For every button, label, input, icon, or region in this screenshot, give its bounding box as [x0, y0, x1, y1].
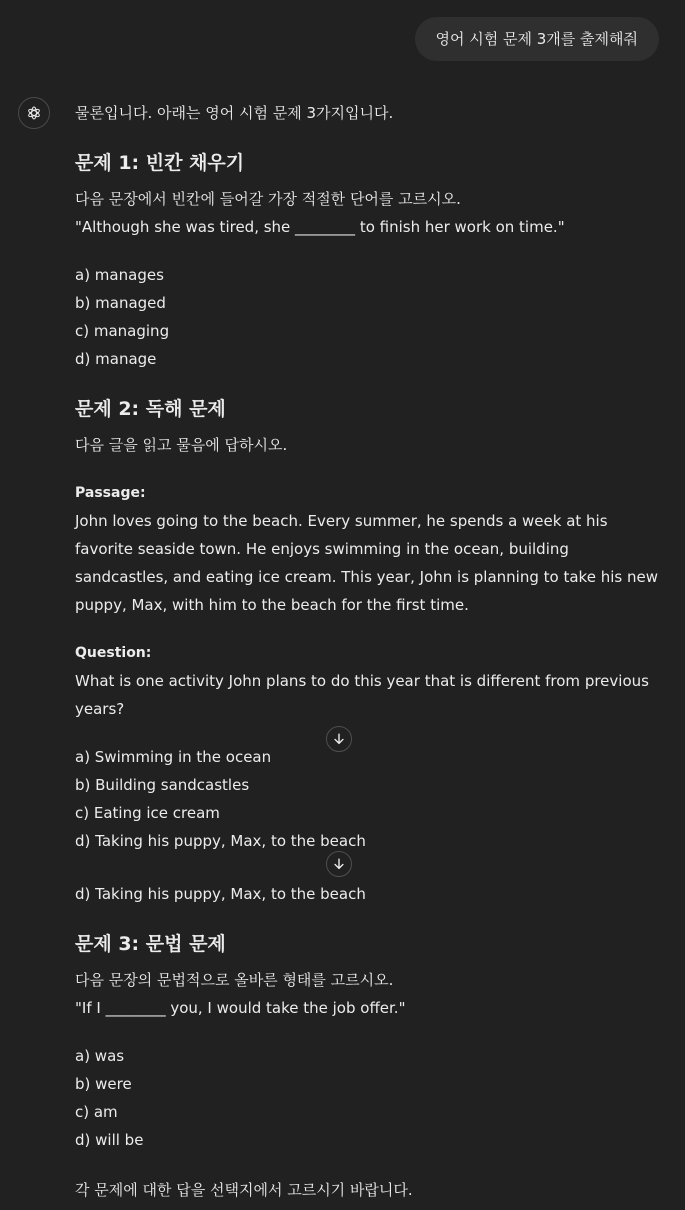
question-1-sentence: "Although she was tired, she ________ to finish her work on time."	[75, 218, 565, 236]
question-2-instruction: 다음 글을 읽고 물음에 답하시오.	[75, 436, 288, 454]
intro-text: 물론입니다. 아래는 영어 시험 문제 3가지입니다.	[75, 104, 394, 122]
closing-text: 각 문제에 대한 답을 선택지에서 고르시기 바랍니다.	[75, 1181, 413, 1199]
question-1-options	[75, 261, 660, 373]
question-3-title: 문제 3: 문법 문제	[75, 933, 226, 955]
passage-text: John loves going to the beach. Every summer, he spends a week at his favorite seaside town. He enjoys swimming in the ocean, building sandcastles, and eating ice cream. This year, John is planning to take his new puppy, Max, with him to the beach for the first time.	[75, 512, 658, 614]
option-item: d) manage	[75, 350, 157, 368]
passage-label: Passage:	[75, 485, 146, 501]
question-3-instruction: 다음 문장의 문법적으로 올바른 형태를 고르시오.	[75, 971, 394, 989]
user-message-bubble: 영어 시험 문제 3개를 출제해줘	[415, 17, 660, 61]
question-3-options	[75, 1042, 660, 1154]
question-2-text: What is one activity John plans to do this year that is different from previous years?	[75, 672, 649, 718]
option-item: a) manages	[75, 266, 164, 284]
question-2-options	[75, 743, 660, 855]
scroll-down-button[interactable]	[326, 726, 352, 752]
option-item: d) Taking his puppy, Max, to the beach	[75, 832, 366, 850]
option-item: a) was	[75, 1047, 125, 1065]
scroll-down-button[interactable]	[326, 851, 352, 877]
option-item: c) am	[75, 1103, 118, 1121]
assistant-avatar	[18, 97, 50, 129]
option-item: b) were	[75, 1075, 132, 1093]
question-2-answer: d) Taking his puppy, Max, to the beach	[75, 885, 366, 903]
question-1-instruction: 다음 문장에서 빈칸에 들어갈 가장 적절한 단어를 고르시오.	[75, 190, 461, 208]
option-item: b) Building sandcastles	[75, 776, 250, 794]
openai-logo-icon	[25, 104, 43, 122]
option-item: a) Swimming in the ocean	[75, 748, 272, 766]
assistant-message	[75, 99, 660, 1204]
arrow-down-icon	[332, 857, 346, 871]
question-1-title: 문제 1: 빈칸 채우기	[75, 152, 245, 174]
option-item: c) managing	[75, 322, 170, 340]
arrow-down-icon	[332, 732, 346, 746]
option-item: d) will be	[75, 1131, 144, 1149]
option-item: c) Eating ice cream	[75, 804, 220, 822]
question-3-sentence: "If I ________ you, I would take the job offer."	[75, 999, 406, 1017]
option-item: b) managed	[75, 294, 166, 312]
question-2-title: 문제 2: 독해 문제	[75, 398, 226, 420]
question-label: Question:	[75, 645, 152, 661]
